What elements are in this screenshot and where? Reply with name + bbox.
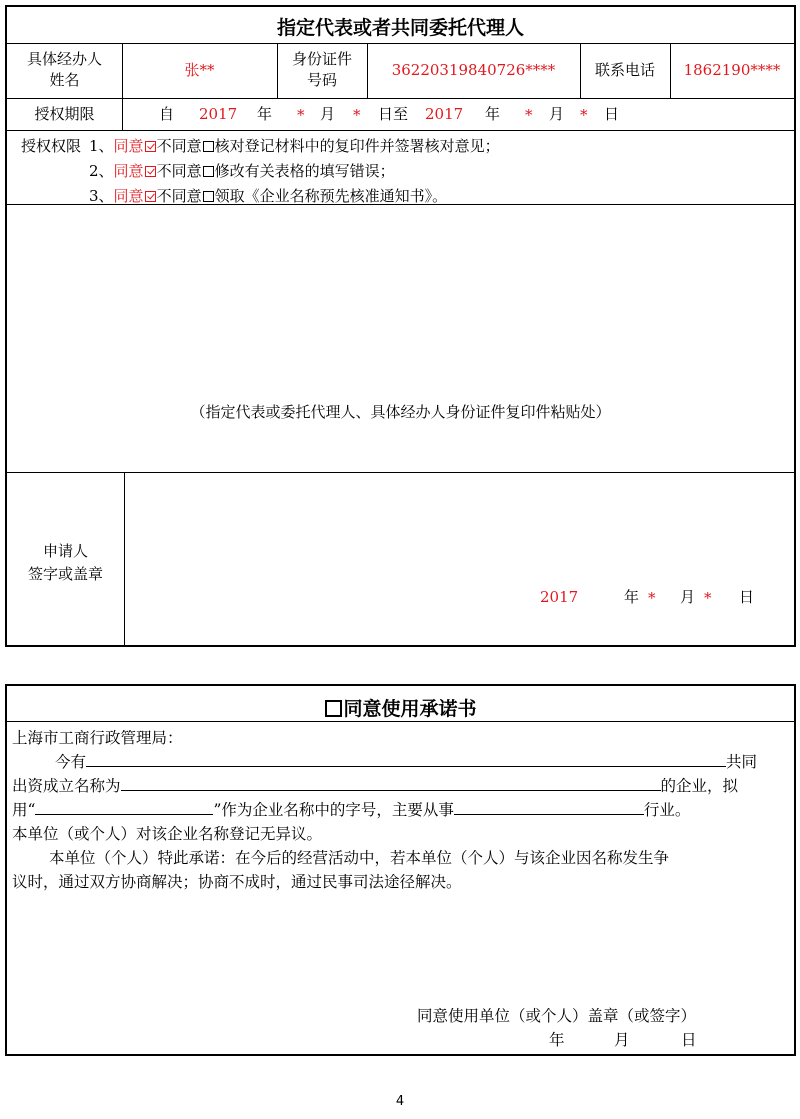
name-value: 张**: [184, 61, 215, 79]
consent-sign-label: 同意使用单位（或个人）盖章（或签字）: [417, 1007, 697, 1025]
empty-box-icon[interactable]: [325, 700, 342, 717]
consent-line-4: 本单位（或个人）对该企业名称登记无异议。: [12, 825, 323, 843]
divider: [7, 721, 794, 722]
end-day: *: [580, 106, 588, 124]
paste-note: （指定代表或委托代理人、具体经办人身份证件复印件粘贴处）: [190, 403, 611, 421]
phone-value: 1862190****: [683, 61, 781, 79]
company-name-blank[interactable]: [121, 776, 661, 791]
year-text: 年: [485, 105, 501, 123]
day-text: 日: [604, 105, 620, 123]
signature-day: *: [704, 589, 712, 607]
year-text: 年: [624, 588, 640, 606]
signature-label: 申请人: [42, 542, 88, 560]
agree-option[interactable]: 同意: [114, 137, 157, 155]
day-text: 日: [739, 588, 755, 606]
month-text: 月: [549, 105, 565, 123]
empty-box-icon[interactable]: [203, 191, 214, 202]
authority-label: 授权权限: [21, 137, 82, 155]
year-text: 年: [257, 105, 273, 123]
consent-form-title: 同意使用承诺书: [7, 694, 794, 721]
empty-box-icon[interactable]: [203, 166, 214, 177]
agree-option[interactable]: 同意: [114, 162, 157, 180]
agent-form: [5, 5, 796, 647]
checked-box-icon[interactable]: [145, 166, 156, 177]
name-label: 具体经办人: [26, 50, 102, 68]
authority-item-1: [89, 137, 500, 155]
item-text: 核对登记材料中的复印件并签署核对意见；: [214, 137, 500, 155]
consent-line-3: 用“ ”作为企业名称中的字号，主要从事 行业。: [12, 801, 691, 819]
id-label: 身份证件: [291, 50, 352, 68]
month-text: 月: [320, 105, 336, 123]
id-label-2: 号码: [306, 71, 337, 89]
recipient: 上海市工商行政管理局：: [12, 729, 183, 747]
end-year: 2017: [425, 105, 464, 123]
start-year: 2017: [199, 105, 238, 123]
divider: [7, 130, 794, 131]
agent-form-title: 指定代表或者共同委托代理人: [276, 17, 524, 39]
id-value: 36220319840726****: [391, 61, 556, 79]
consent-line-1: 今有 共同: [55, 753, 758, 771]
consent-line-5: 本单位（个人）特此承诺：在今后的经营活动中，若本单位（个人）与该企业因名称发生争: [49, 849, 670, 867]
checked-box-icon[interactable]: [145, 191, 156, 202]
period-from: 自: [159, 105, 175, 123]
trade-name-blank[interactable]: [35, 800, 213, 815]
consent-form: [5, 684, 796, 1056]
name-label-2: 姓名: [49, 71, 80, 89]
party-name-blank[interactable]: [86, 752, 726, 767]
divider: [7, 43, 794, 44]
item-text: 领取《企业名称预先核准通知书》。: [214, 187, 448, 205]
divider: [7, 204, 794, 205]
divider: [124, 472, 125, 647]
consent-line-6: 议时，通过双方协商解决；协商不成时，通过民事司法途径解决。: [12, 873, 462, 891]
month-text: 月: [680, 588, 696, 606]
end-month: *: [525, 106, 533, 124]
authority-item-2: [89, 162, 395, 180]
start-month: *: [297, 106, 305, 124]
period-label: 授权期限: [34, 105, 95, 123]
checked-box-icon[interactable]: [145, 141, 156, 152]
item-number: 3、: [89, 187, 114, 205]
agree-option[interactable]: 同意: [114, 187, 157, 205]
consent-line-2: 出资成立名称为 的企业，拟: [12, 777, 739, 795]
item-number: 1、: [89, 137, 114, 155]
year-text: 年: [549, 1031, 565, 1049]
disagree-option[interactable]: 不同意: [157, 187, 215, 205]
divider: [7, 98, 794, 99]
day-to-text: 日至: [378, 105, 409, 123]
start-day: *: [353, 106, 361, 124]
empty-box-icon[interactable]: [203, 141, 214, 152]
month-text: 月: [614, 1031, 630, 1049]
signature-month: *: [648, 589, 656, 607]
page-number: 4: [395, 1094, 405, 1109]
authority-item-3: [89, 187, 447, 205]
item-text: 修改有关表格的填写错误；: [214, 162, 395, 180]
item-number: 2、: [89, 162, 114, 180]
industry-blank[interactable]: [454, 800, 644, 815]
phone-label: 联系电话: [594, 61, 655, 79]
disagree-option[interactable]: 不同意: [157, 137, 215, 155]
day-text: 日: [681, 1031, 697, 1049]
divider: [7, 472, 794, 473]
signature-label-2: 签字或盖章: [27, 565, 103, 583]
disagree-option[interactable]: 不同意: [157, 162, 215, 180]
divider: [122, 98, 123, 130]
signature-year: 2017: [540, 588, 579, 606]
